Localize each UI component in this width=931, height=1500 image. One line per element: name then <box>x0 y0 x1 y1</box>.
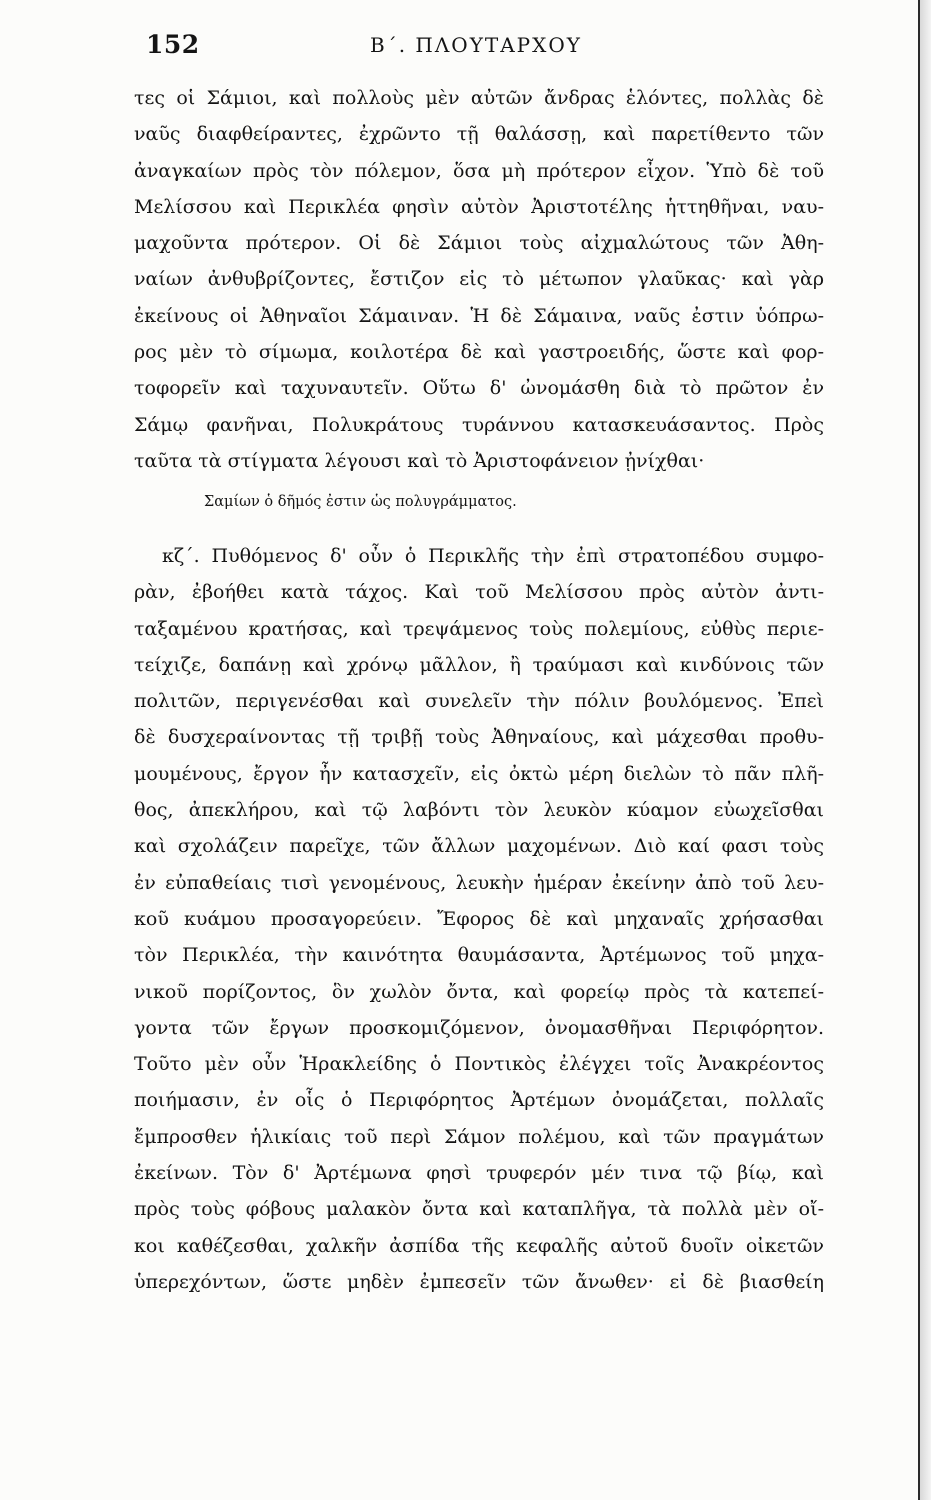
text-line: πολιτῶν, περιγενέσθαι καὶ συνελεῖν τὴν πόλιν βουλόμενος. Ἐπεὶ <box>134 690 824 713</box>
text-line: ἀναγκαίων πρὸς τὸν πόλεμον, ὅσα μὴ πρότερον εἶχον. Ὑπὸ δὲ τοῦ <box>134 159 824 182</box>
text-line: ρὰν, ἐβοήθει κατὰ τάχος. Καὶ τοῦ Μελίσσου πρὸς αὐτὸν ἀντι- <box>134 581 824 604</box>
text-line: ὑπερεχόντων, ὥστε μηδὲν ἐμπεσεῖν τῶν ἄνωθεν· εἰ δὲ βιασθείη <box>134 1270 824 1293</box>
text-line: τες οἱ Σάμιοι, καὶ πολλοὺς μὲν αὐτῶν ἄνδρας ἑλόντες, πολλὰς δὲ <box>134 87 824 109</box>
text-line: ἐκείνους οἱ Ἀθηναῖοι Σάμαιναν. Ἡ δὲ Σάμαινα, ναῦς ἐστιν ὑόπρω- <box>134 304 824 327</box>
text-line: πρὸς τοὺς φόβους μαλακὸν ὄντα καὶ καταπλῆγα, τὰ πολλὰ μὲν οἴ- <box>134 1198 824 1221</box>
quotation-verse: Σαμίων ὁ δῆμός ἐστιν ὡς πολυγράμματος. <box>204 494 517 510</box>
paragraph-1 <box>134 80 824 479</box>
text-line: Σάμῳ φανῆναι, Πολυκράτους τυράννου κατασκευάσαντος. Πρὸς <box>134 413 824 436</box>
text-line: τοφορεῖν καὶ ταχυναυτεῖν. Οὕτω δ' ὠνομάσθη διὰ τὸ πρῶτον ἐν <box>134 377 824 400</box>
text-line: ἐκείνων. Τὸν δ' Ἀρτέμωνα φησὶ τρυφερόν μέν τινα τῷ βίῳ, καὶ <box>134 1162 824 1185</box>
text-line: τὸν Περικλέα, τὴν καινότητα θαυμάσαντα, Ἀρτέμωνος τοῦ μηχα- <box>134 944 824 967</box>
text-line: τείχιζε, δαπάνῃ καὶ χρόνῳ μᾶλλον, ἢ τραύμασι καὶ κινδύνοις τῶν <box>134 653 824 676</box>
text-line: ταξαμένου κρατήσας, καὶ τρεψάμενος τοὺς πολεμίους, εὐθὺς περιε- <box>134 617 824 640</box>
text-line: ναῦς διαφθείραντες, ἐχρῶντο τῇ θαλάσσῃ, καὶ παρετίθεντο τῶν <box>134 123 824 146</box>
text-line: ἐν εὐπαθείαις τισὶ γενομένους, λευκὴν ἡμέραν ἐκείνην ἀπὸ τοῦ λευ- <box>134 871 824 894</box>
text-line: κοι καθέζεσθαι, χαλκῆν ἀσπίδα τῆς κεφαλῆς αὐτοῦ δυοῖν οἰκετῶν <box>134 1234 824 1257</box>
text-line: ποιήμασιν, ἐν οἷς ὁ Περιφόρητος Ἀρτέμων ὀνομάζεται, πολλαῖς <box>134 1089 824 1112</box>
text-line: καὶ σχολάζειν παρεῖχε, τῶν ἄλλων μαχομένων. Διὸ καί φασι τοὺς <box>134 835 824 858</box>
text-line: μαχοῦντα πρότερον. Οἱ δὲ Σάμιοι τοὺς αἰχμαλώτους τῶν Ἀθη- <box>134 232 824 255</box>
page-number: 152 <box>146 30 200 59</box>
page-edge-shadow <box>920 0 931 1500</box>
text-line: ἔμπροσθεν ἡλικίαις τοῦ περὶ Σάμον πολέμου, καὶ τῶν πραγμάτων <box>134 1125 824 1148</box>
section-27 <box>134 538 824 1300</box>
text-line: κοῦ κυάμου προσαγορεύειν. Ἔφορος δὲ καὶ μηχαναῖς χρήσασθαι <box>134 907 824 930</box>
text-line: Μελίσσου καὶ Περικλέα φησὶν αὐτὸν Ἀριστοτέλης ἡττηθῆναι, ναυ- <box>134 195 824 218</box>
section-heading-line: κζ΄. Πυθόμενος δ' οὖν ὁ Περικλῆς τὴν ἐπὶ στρατοπέδου συμφο- <box>162 545 824 567</box>
running-head: Β΄. ΠΛΟΥΤΑΡΧΟΥ <box>370 33 582 57</box>
text-line: θος, ἀπεκλήρου, καὶ τῷ λαβόντι τὸν λευκὸν κύαμον εὐωχεῖσθαι <box>134 799 824 822</box>
text-line: ναίων ἀνθυβρίζοντες, ἔστιζον εἰς τὸ μέτωπον γλαῦκας· καὶ γὰρ <box>134 268 824 291</box>
text-line: ταῦτα τὰ στίγματα λέγουσι καὶ τὸ Ἀριστοφάνειον ᾐνίχθαι· <box>134 449 705 472</box>
text-line: δὲ δυσχεραίνοντας τῇ τριβῇ τοὺς Ἀθηναίους, καὶ μάχεσθαι προθυ- <box>134 726 824 749</box>
text-line: νικοῦ πορίζοντος, ὃν χωλὸν ὄντα, καὶ φορείῳ πρὸς τὰ κατεπεί- <box>134 980 824 1003</box>
text-line: Τοῦτο μὲν οὖν Ἡρακλείδης ὁ Ποντικὸς ἐλέγχει τοῖς Ἀνακρέοντος <box>134 1053 824 1076</box>
text-line: ρος μὲν τὸ σίμωμα, κοιλοτέρα δὲ καὶ γαστροειδής, ὥστε καὶ φορ- <box>134 341 824 364</box>
text-line: μουμένους, ἔργον ἦν κατασχεῖν, εἰς ὀκτὼ μέρη διελὼν τὸ πᾶν πλῆ- <box>134 762 824 785</box>
text-line: γοντα τῶν ἔργων προσκομιζόμενον, ὀνομασθῆναι Περιφόρητον. <box>134 1016 824 1039</box>
page-header <box>140 30 820 70</box>
